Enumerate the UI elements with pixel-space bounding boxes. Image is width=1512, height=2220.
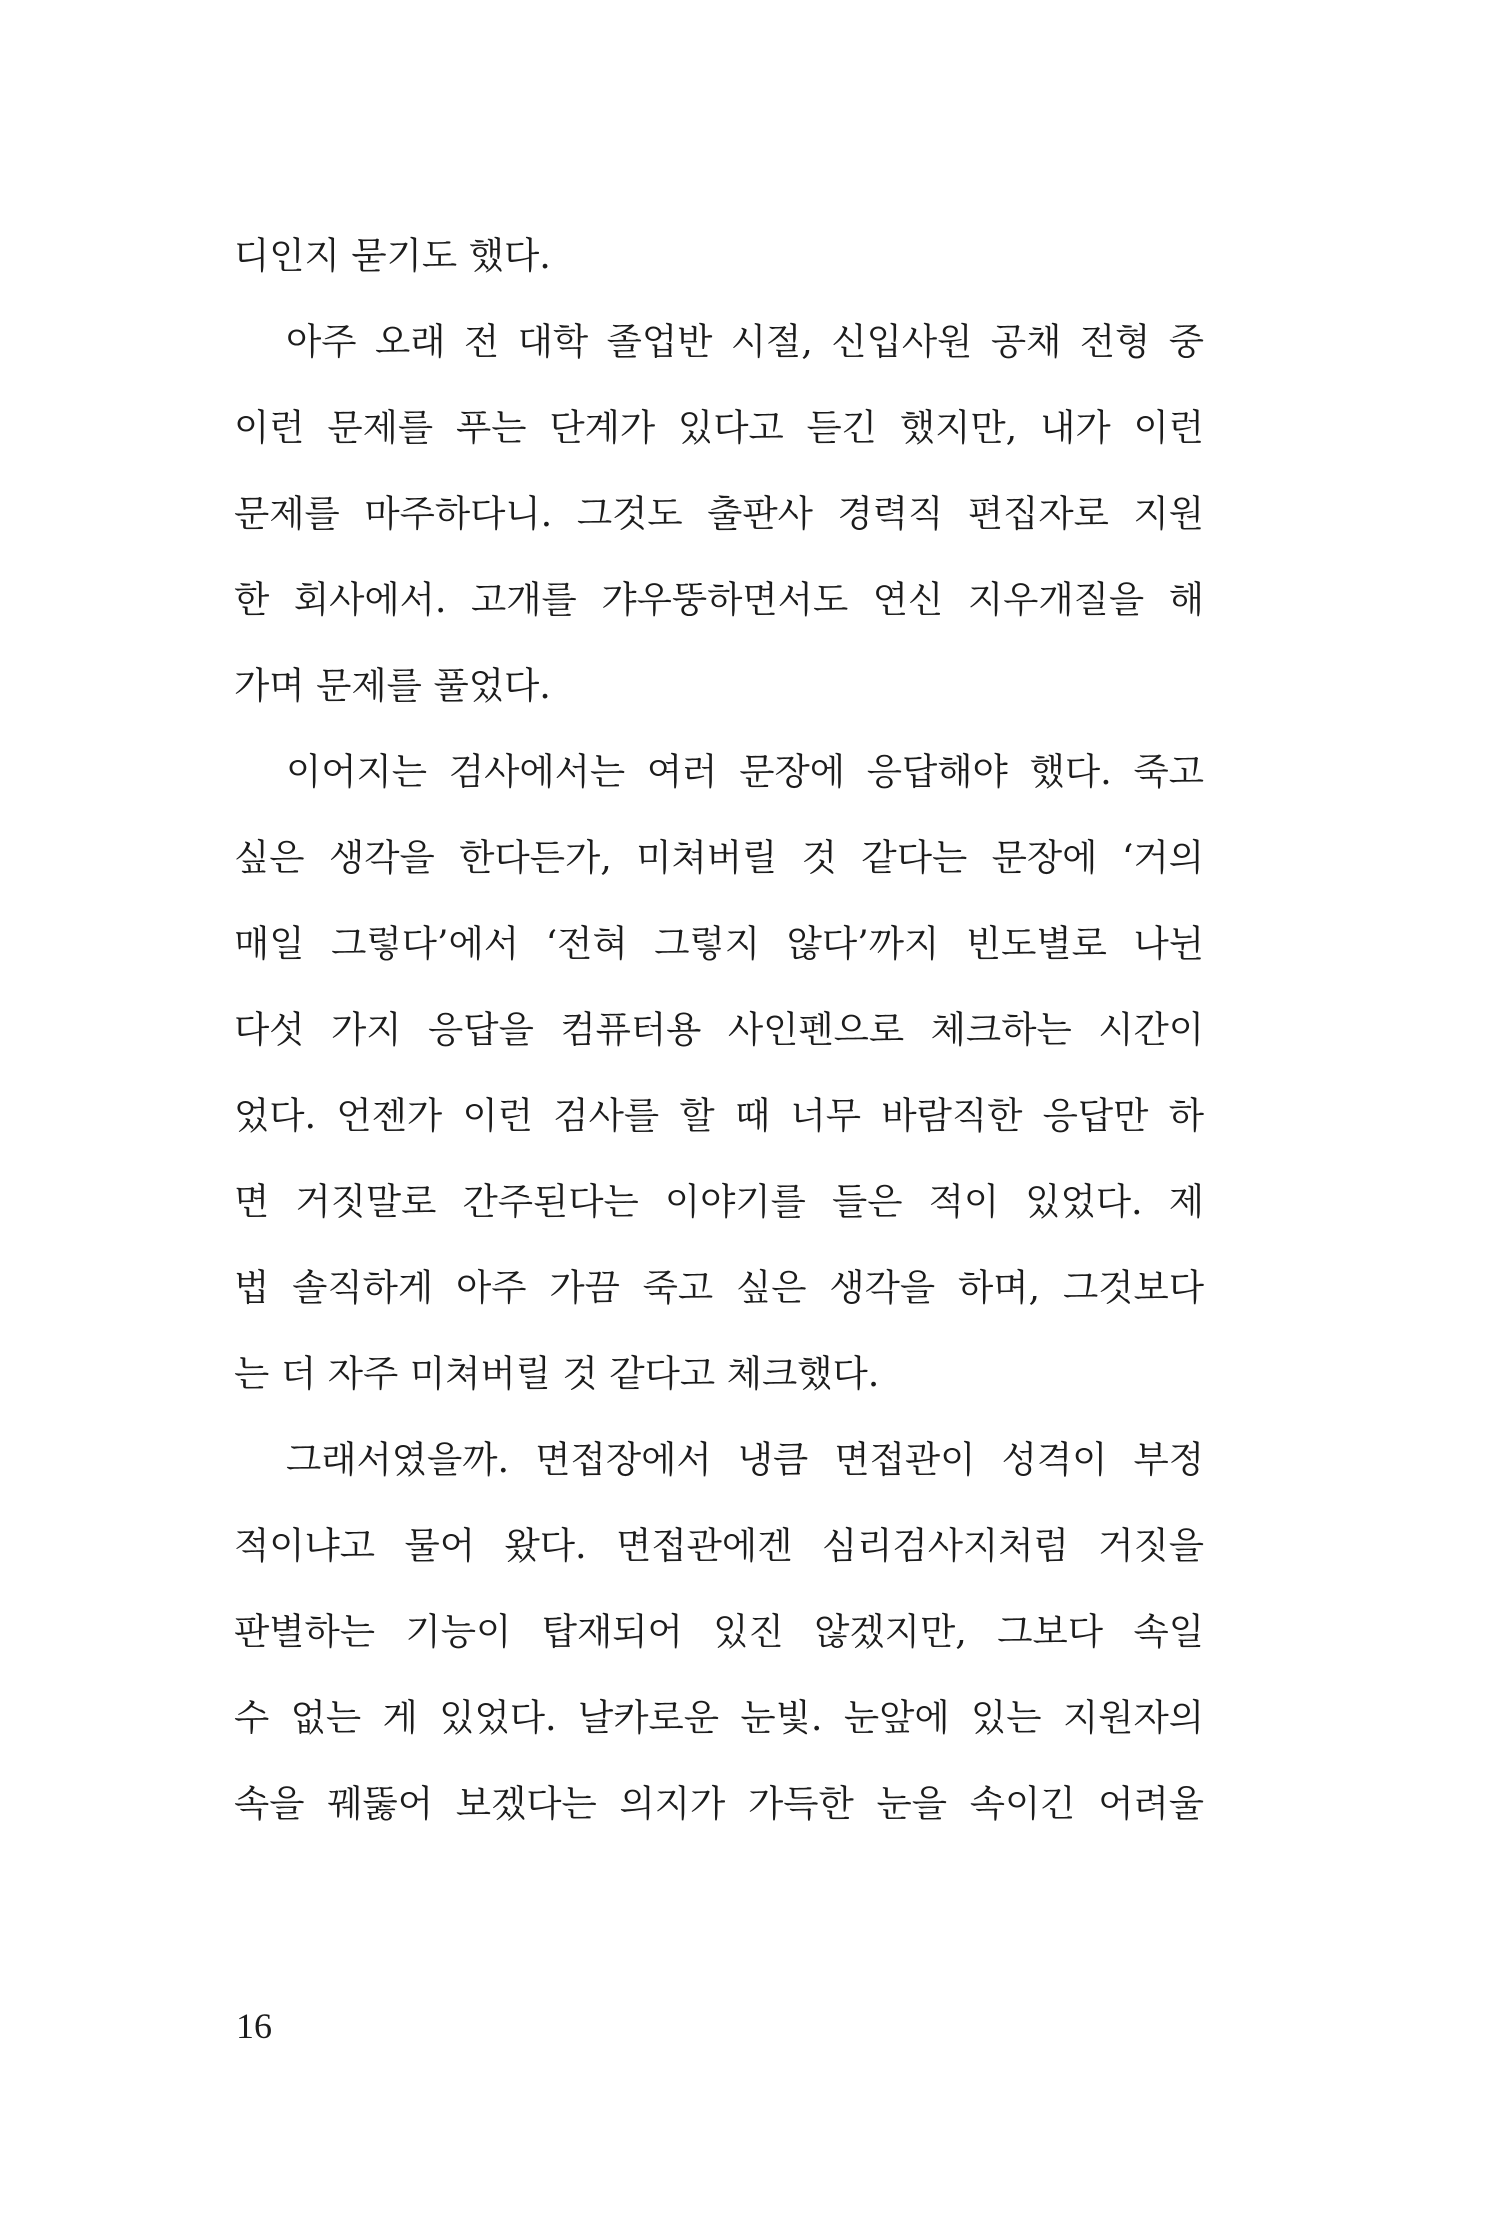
text-line-5: 한 회사에서. 고개를 갸우뚱하면서도 연신 지우개질을 해 [234,578,1204,621]
text-line-8: 싶은 생각을 한다든가, 미쳐버릴 것 같다는 문장에 ‘거의 [234,836,1204,879]
text-line-17: 판별하는 기능이 탑재되어 있진 않겠지만, 그보다 속일 [234,1610,1204,1653]
text-line-6: 가며 문제를 풀었다. [234,664,551,707]
text-line-2: 아주 오래 전 대학 졸업반 시절, 신입사원 공채 전형 중 [286,320,1204,363]
text-line-4: 문제를 마주하다니. 그것도 출판사 경력직 편집자로 지원 [234,492,1204,535]
text-line-9: 매일 그렇다’에서 ‘전혀 그렇지 않다’까지 빈도별로 나뉜 [234,922,1204,965]
text-line-18: 수 없는 게 있었다. 날카로운 눈빛. 눈앞에 있는 지원자의 [234,1696,1204,1739]
page-number: 16 [236,2006,272,2046]
text-line-7: 이어지는 검사에서는 여러 문장에 응답해야 했다. 죽고 [286,750,1204,793]
text-line-10: 다섯 가지 응답을 컴퓨터용 사인펜으로 체크하는 시간이 [234,1008,1204,1051]
text-line-12: 면 거짓말로 간주된다는 이야기를 들은 적이 있었다. 제 [234,1180,1204,1223]
text-line-3: 이런 문제를 푸는 단계가 있다고 듣긴 했지만, 내가 이런 [234,406,1204,449]
text-line-1: 디인지 묻기도 했다. [234,234,551,277]
text-line-13: 법 솔직하게 아주 가끔 죽고 싶은 생각을 하며, 그것보다 [234,1266,1204,1309]
text-line-14: 는 더 자주 미쳐버릴 것 같다고 체크했다. [234,1352,880,1395]
text-line-11: 었다. 언젠가 이런 검사를 할 때 너무 바람직한 응답만 하 [234,1094,1204,1137]
text-line-15: 그래서였을까. 면접장에서 냉큼 면접관이 성격이 부정 [286,1438,1204,1481]
text-line-19: 속을 꿰뚫어 보겠다는 의지가 가득한 눈을 속이긴 어려울 [234,1782,1204,1825]
text-line-16: 적이냐고 물어 왔다. 면접관에겐 심리검사지처럼 거짓을 [234,1524,1204,1567]
